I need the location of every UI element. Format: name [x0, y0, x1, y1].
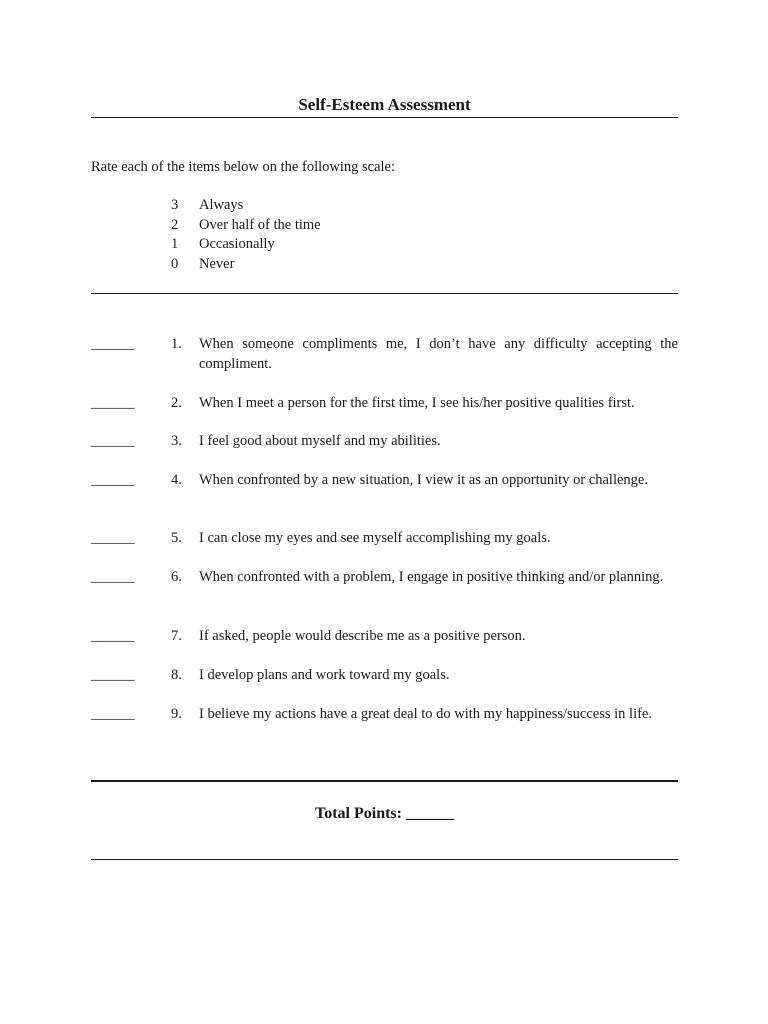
total-points-label: Total Points: — [315, 805, 402, 822]
item-text: When I meet a person for the first time, I see his/her positive qualities first. — [199, 395, 635, 411]
scale-value: 1 — [171, 236, 179, 253]
scale-value: 3 — [171, 197, 179, 213]
scale-divider — [91, 293, 678, 294]
scale-label: Over half of the time — [199, 216, 321, 233]
rating-scale — [171, 196, 321, 275]
item-text: I feel good about myself and my abilities. — [199, 433, 441, 449]
assessment-item-1 — [91, 334, 678, 374]
assessment-item-8 — [91, 665, 678, 685]
scale-value: 2 — [171, 216, 179, 233]
item-text: When confronted with a problem, I engage in positive thinking and/or planning. — [199, 569, 664, 585]
scale-row — [171, 216, 321, 236]
assessment-item-6 — [91, 567, 678, 587]
scale-row — [171, 196, 321, 216]
score-blank[interactable]: ______ — [91, 472, 135, 488]
assessment-item-4 — [91, 470, 678, 490]
instructions-text: Rate each of the items below on the following scale: — [91, 159, 396, 175]
score-blank[interactable]: ______ — [91, 336, 135, 352]
score-blank[interactable]: ______ — [91, 395, 135, 411]
assessment-item-2 — [91, 393, 678, 413]
item-number: 5. — [171, 530, 182, 546]
assessment-item-3 — [91, 431, 678, 451]
score-blank[interactable]: ______ — [91, 706, 135, 722]
score-blank[interactable]: ______ — [91, 667, 135, 683]
scale-label: Occasionally — [199, 236, 275, 253]
assessment-item-5 — [91, 528, 678, 548]
item-number: 4. — [171, 472, 182, 488]
item-number: 9. — [171, 706, 182, 722]
title-divider — [91, 117, 678, 118]
assessment-item-7 — [91, 626, 678, 646]
item-text: I believe my actions have a great deal to do with my happiness/success in life. — [199, 706, 652, 722]
item-text: When confronted by a new situation, I view it as an opportunity or challenge. — [199, 472, 648, 488]
total-points-blank[interactable]: ______ — [405, 805, 454, 822]
total-points — [91, 803, 678, 825]
scale-row — [171, 235, 321, 255]
item-number: 8. — [171, 667, 182, 683]
item-text: I can close my eyes and see myself accomplishing my goals. — [199, 530, 551, 546]
item-number: 6. — [171, 569, 182, 585]
score-blank[interactable]: ______ — [91, 569, 135, 585]
item-text: If asked, people would describe me as a positive person. — [199, 628, 526, 644]
scale-row — [171, 255, 321, 275]
score-blank[interactable]: ______ — [91, 530, 135, 546]
page-title: Self-Esteem Assessment — [298, 95, 471, 114]
item-text: When someone compliments me, I don’t have any difficulty accepting the compliment. — [199, 336, 678, 372]
scale-label: Always — [199, 197, 244, 213]
scale-label: Never — [199, 256, 235, 273]
item-number: 3. — [171, 433, 182, 449]
item-number: 1. — [171, 336, 182, 352]
item-number: 7. — [171, 628, 182, 644]
scale-value: 0 — [171, 256, 179, 273]
item-number: 2. — [171, 395, 182, 411]
score-blank[interactable]: ______ — [91, 433, 135, 449]
items-divider — [91, 780, 678, 782]
assessment-item-9 — [91, 704, 678, 724]
bottom-divider — [91, 859, 678, 860]
item-text: I develop plans and work toward my goals. — [199, 667, 450, 683]
score-blank[interactable]: ______ — [91, 628, 135, 644]
